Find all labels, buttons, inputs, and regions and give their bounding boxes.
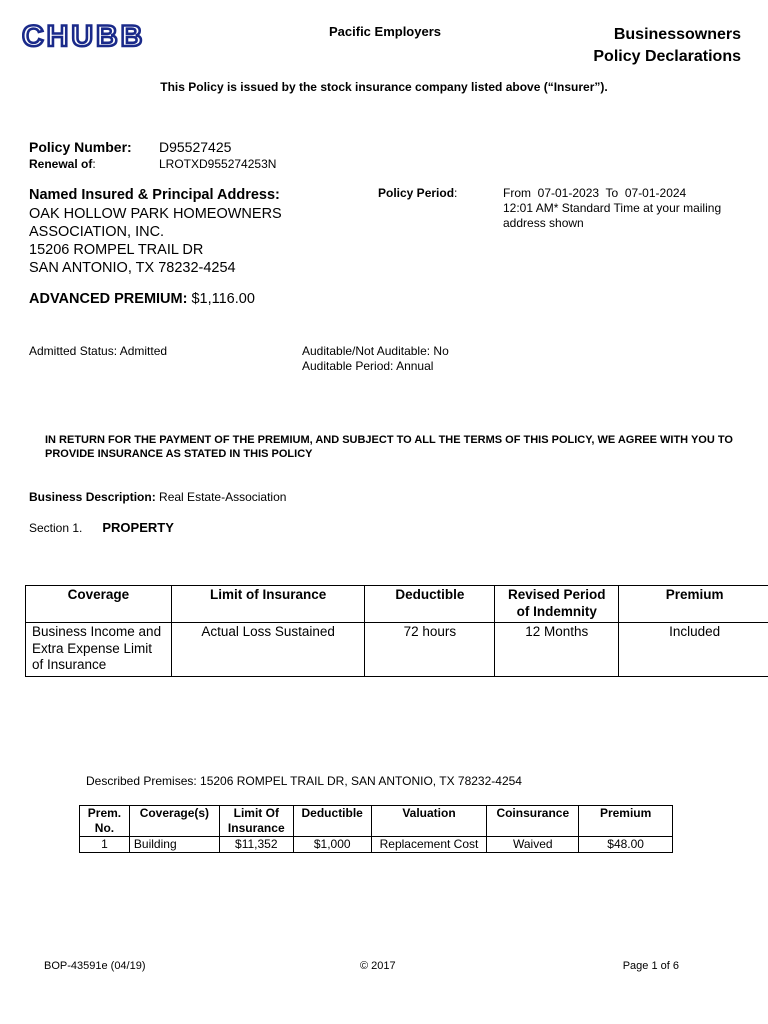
section-number: Section 1. (29, 521, 83, 535)
table-cell: $48.00 (579, 837, 673, 853)
logo-wordmark: CHUBB (22, 20, 146, 53)
table-cell: Waived (487, 837, 579, 853)
table-cell: Actual Loss Sustained (171, 623, 365, 677)
premises-table (79, 805, 673, 853)
business-description (29, 490, 286, 504)
coverage-table (25, 585, 768, 677)
named-insured-label: Named Insured & Principal Address: (29, 187, 280, 203)
auditable-status: Auditable/Not Auditable: No (302, 344, 449, 358)
auditable-period: Auditable Period: Annual (302, 359, 434, 373)
business-description-label: Business Description: (29, 490, 156, 504)
table-cell: Business Income and Extra Expense Limit of Insurance (26, 623, 172, 677)
column-header: Revised Period of Indemnity (495, 586, 619, 623)
column-header: Limit Of Insurance (219, 806, 293, 837)
table-cell: Building (129, 837, 219, 853)
title-line-1: Businessowners (613, 26, 741, 43)
auditable-info (302, 344, 449, 374)
address-line: SAN ANTONIO, TX 78232-4254 (29, 260, 236, 276)
section-heading (29, 520, 174, 535)
table-header-row (80, 806, 673, 837)
policy-period-colon: : (454, 186, 458, 200)
table-header-row (26, 586, 768, 623)
form-number: BOP-43591e (04/19) (44, 960, 146, 972)
insured-address (29, 205, 282, 277)
column-header: Deductible (365, 586, 495, 623)
terms-statement: IN RETURN FOR THE PAYMENT OF THE PREMIUM, AND SUBJECT TO ALL THE TERMS OF THIS POLICY, WE AGREE WITH YOU TO PROVIDE INSURANCE AS STATED IN THIS POLICY (45, 434, 733, 460)
section-name: PROPERTY (102, 520, 174, 535)
column-header: Limit of Insurance (171, 586, 365, 623)
table-row (80, 837, 673, 853)
described-premises: Described Premises: 15206 ROMPEL TRAIL DR, SAN ANTONIO, TX 78232-4254 (86, 774, 522, 788)
address-line: 15206 ROMPEL TRAIL DR (29, 242, 204, 258)
column-header: Coverage (26, 586, 172, 623)
table-cell: 72 hours (365, 623, 495, 677)
policy-period-label (378, 186, 457, 200)
company-name: Pacific Employers (329, 24, 441, 39)
address-line: ASSOCIATION, INC. (29, 224, 165, 240)
column-header: Coverage(s) (129, 806, 219, 837)
copyright: © 2017 (360, 960, 396, 972)
policy-period-label-text: Policy Period (378, 186, 455, 200)
table-row (26, 623, 768, 677)
table-cell: $1,000 (293, 837, 371, 853)
table-cell: Included (619, 623, 768, 677)
table-cell: Replacement Cost (371, 837, 487, 853)
business-description-value: Real Estate-Association (159, 490, 287, 504)
renewal-of-label-text: Renewal of (29, 157, 93, 171)
renewal-of-colon: : (92, 157, 96, 171)
column-header: Valuation (371, 806, 487, 837)
column-header: Premium (579, 806, 673, 837)
chubb-logo (22, 18, 158, 56)
column-header: Premium (619, 586, 768, 623)
table-cell: $11,352 (219, 837, 293, 853)
table-cell: 12 Months (495, 623, 619, 677)
page-number: Page 1 of 6 (622, 960, 679, 972)
address-line: OAK HOLLOW PARK HOMEOWNERS (29, 206, 282, 222)
policy-period-value (503, 186, 763, 231)
policy-period-range: From 07-01-2023 To 07-01-2024 (503, 186, 687, 200)
column-header: Coinsurance (487, 806, 579, 837)
policy-number-label: Policy Number: (29, 139, 132, 155)
table-cell: 1 (80, 837, 130, 853)
advanced-premium-value: $1,116.00 (191, 291, 255, 307)
admitted-status: Admitted Status: Admitted (29, 344, 168, 358)
advanced-premium-label: ADVANCED PREMIUM: (29, 291, 188, 307)
issued-statement: This Policy is issued by the stock insurance company listed above (“Insurer”). (160, 80, 608, 94)
column-header: Prem. No. (80, 806, 130, 837)
renewal-of-value: LROTXD955274253N (159, 157, 277, 171)
advanced-premium (29, 291, 255, 307)
column-header: Deductible (293, 806, 371, 837)
title-line-2: Policy Declarations (593, 48, 741, 65)
policy-number: D95527425 (159, 139, 232, 155)
policy-period-detail: 12:01 AM* Standard Time at your mailing address shown (503, 201, 722, 230)
renewal-of-label (29, 157, 96, 171)
document-title (593, 24, 741, 68)
